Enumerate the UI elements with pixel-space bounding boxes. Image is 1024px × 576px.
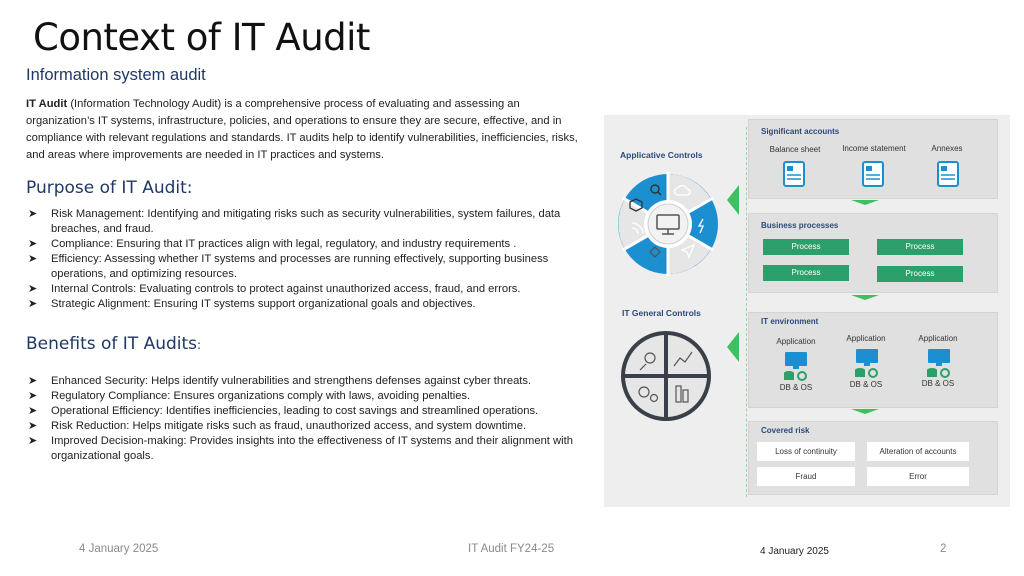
annexes-label: Annexes — [931, 144, 963, 153]
flow-arrow-down-icon — [851, 200, 879, 205]
arrow-left-icon — [727, 185, 739, 215]
arrow-bullet-icon: ➤ — [28, 283, 38, 295]
db-os-label: DB & OS — [921, 379, 955, 388]
intro-text: (Information Technology Audit) is a comprehensive process of evaluating and assessing an organization’s IT systems, infrastructure, policies, and operations to ensure they are secure, effective, and in compliance with relevant regulations and standards. IT audits help to identify vulnerabilities, inefficiencies, risks, and areas where improvements are needed in IT practices and systems. — [26, 98, 578, 161]
database-gear-icon — [926, 367, 952, 379]
list-item: ➤ Improved Decision-making: Provides insights into the effectiveness of IT systems and their alignment with organizational goals. — [28, 435, 573, 462]
slide-title: Context of IT Audit — [33, 16, 370, 59]
arrow-bullet-icon: ➤ — [28, 405, 38, 417]
list-item: ➤ Risk Management: Identifying and mitigating risks such as security vulnerabilities, system failures, data breaches, and fraud. — [28, 208, 561, 235]
it-general-controls-label: IT General Controls — [622, 308, 701, 318]
balance-sheet-label: Balance sheet — [769, 145, 821, 154]
db-os-label: DB & OS — [779, 383, 813, 392]
arrow-bullet-icon: ➤ — [28, 253, 38, 265]
list-item: ➤ Enhanced Security: Helps identify vulnerabilities and strengthens defenses against cyber threats. — [28, 375, 532, 387]
risk-tile: Error — [867, 467, 969, 486]
risk-tile: Alteration of accounts — [867, 442, 969, 461]
list-item: ➤ Operational Efficiency: Identifies inefficiencies, leading to cost savings and streamlined operations. — [28, 405, 539, 417]
intro-bold-term: IT Audit — [26, 98, 68, 110]
purpose-heading: Purpose of IT Audit: — [26, 178, 193, 198]
list-item: ➤ Regulatory Compliance: Ensures organizations comply with laws, avoiding penalties. — [28, 390, 471, 402]
list-item: ➤ Risk Reduction: Helps mitigate risks such as fraud, unauthorized access, and system downtime. — [28, 420, 527, 432]
intro-paragraph — [26, 96, 591, 164]
it-audit-diagram — [604, 115, 1010, 507]
arrow-bullet-icon: ➤ — [28, 435, 38, 447]
covered-risk-box — [748, 421, 998, 495]
purpose-list — [26, 207, 591, 312]
list-item: ➤ Compliance: Ensuring that IT practices align with legal, regulatory, and industry requirements . — [28, 238, 517, 250]
applicative-controls-label: Applicative Controls — [620, 150, 703, 160]
document-icon — [783, 161, 805, 187]
footer-date: 4 January 2025 — [79, 543, 159, 555]
application-label: Application — [846, 334, 886, 343]
significant-accounts-box — [748, 119, 998, 199]
risk-tile: Loss of continuity — [757, 442, 855, 461]
list-item: ➤ Efficiency: Assessing whether IT systems and processes are running effectively, supporting business operations, and optimizing resources. — [28, 253, 549, 280]
flow-arrow-down-icon — [851, 295, 879, 300]
significant-accounts-title: Significant accounts — [761, 127, 840, 136]
arrow-bullet-icon: ➤ — [28, 238, 38, 250]
arrow-left-icon — [727, 332, 739, 362]
document-icon — [937, 161, 959, 187]
process-tile: Process — [763, 265, 849, 281]
application-label: Application — [918, 334, 958, 343]
application-label: Application — [776, 337, 816, 346]
process-tile: Process — [877, 239, 963, 255]
income-statement-label: Income statement — [842, 144, 906, 153]
footer-date-secondary: 4 January 2025 — [760, 546, 829, 557]
db-os-label: DB & OS — [849, 380, 883, 389]
list-item: ➤ Strategic Alignment: Ensuring IT systems support organizational goals and objectives. — [28, 298, 476, 310]
business-processes-title: Business processes — [761, 221, 839, 230]
divider-line — [746, 127, 747, 497]
it-general-controls-wheel-icon — [620, 330, 712, 422]
applicative-controls-wheel-icon — [612, 168, 724, 280]
business-processes-box — [748, 213, 998, 293]
it-environment-title: IT environment — [761, 317, 819, 326]
it-environment-box — [748, 312, 998, 408]
arrow-bullet-icon: ➤ — [28, 375, 38, 387]
benefits-list — [26, 374, 591, 464]
arrow-bullet-icon: ➤ — [28, 298, 38, 310]
flow-arrow-down-icon — [851, 409, 879, 414]
process-tile: Process — [877, 266, 963, 282]
monitor-icon — [784, 351, 808, 371]
document-icon — [862, 161, 884, 187]
process-tile: Process — [763, 239, 849, 255]
covered-risk-title: Covered risk — [761, 426, 810, 435]
page-number: 2 — [940, 543, 947, 555]
arrow-bullet-icon: ➤ — [28, 390, 38, 402]
database-gear-icon — [783, 370, 809, 382]
arrow-bullet-icon: ➤ — [28, 420, 38, 432]
risk-tile: Fraud — [757, 467, 855, 486]
slide-subtitle: Information system audit — [26, 66, 206, 84]
arrow-bullet-icon: ➤ — [28, 208, 38, 220]
benefits-heading: Benefits of IT Audits: — [26, 334, 202, 354]
footer-center-text: IT Audit FY24-25 — [468, 543, 555, 555]
monitor-icon — [927, 348, 951, 368]
list-item: ➤ Internal Controls: Evaluating controls to protect against unauthorized access, fraud, and errors. — [28, 283, 521, 295]
monitor-icon — [855, 348, 879, 368]
database-gear-icon — [854, 367, 880, 379]
